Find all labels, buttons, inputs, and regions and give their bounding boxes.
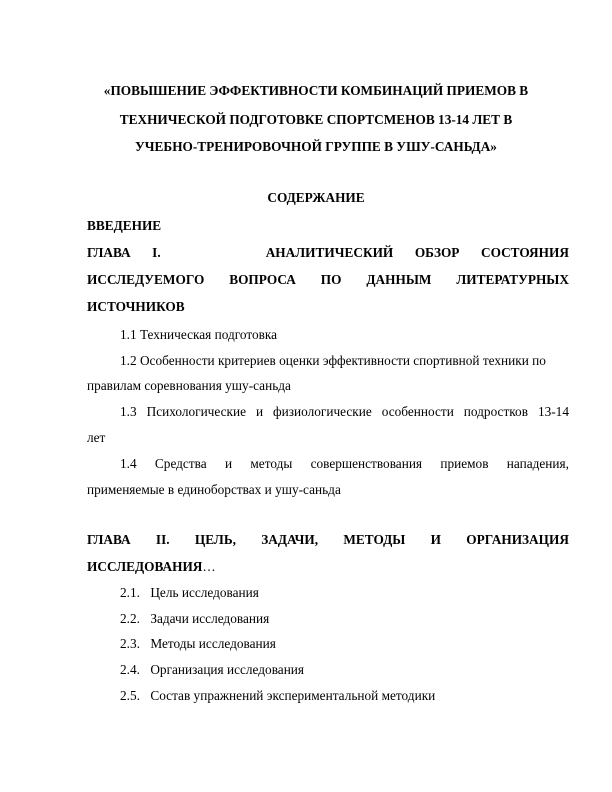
- word: АНАЛИТИЧЕСКИЙ: [265, 245, 394, 260]
- item-number: 2.4.: [120, 662, 140, 677]
- spacer: [182, 245, 244, 261]
- item-text: Организация исследования: [150, 662, 305, 677]
- word: ИССЛЕДОВАНИЯ: [87, 559, 203, 574]
- toc-chapter-2-line-2: [87, 559, 216, 575]
- toc-item-2-5: [120, 688, 435, 704]
- document-title-line-3: УЧЕБНО-ТРЕНИРОВОЧНОЙ ГРУППЕ В УШУ-САНЬДА»: [135, 139, 497, 154]
- ellipsis: …: [202, 559, 216, 574]
- word: ОРГАНИЗАЦИЯ: [466, 532, 569, 547]
- word: ПО: [320, 272, 342, 287]
- word: методы: [250, 456, 293, 471]
- word: приемов: [440, 456, 489, 471]
- item-number: 2.1.: [120, 585, 140, 600]
- toc-chapter-1-line-2: [87, 272, 569, 288]
- word: ДАННЫМ: [366, 272, 432, 287]
- word: ГЛАВА: [87, 245, 131, 260]
- toc-chapter-1-line-1: [87, 245, 569, 261]
- word: ЛИТЕРАТУРНЫХ: [456, 272, 569, 287]
- word: ЗАДАЧИ,: [261, 532, 319, 547]
- toc-introduction: ВВЕДЕНИЕ: [87, 218, 162, 233]
- toc-item-2-3: [120, 636, 276, 652]
- document-title-line-2: ТЕХНИЧЕСКОЙ ПОДГОТОВКЕ СПОРТСМЕНОВ 13-14 ЛЕТ В: [119, 112, 513, 127]
- word: Психологические: [146, 404, 246, 419]
- toc-item-2-1: [120, 585, 259, 601]
- word: 1.4: [120, 456, 137, 471]
- toc-item-1-4-line-2: применяемые в единоборствах и ушу-саньда: [87, 482, 341, 497]
- contents-heading: СОДЕРЖАНИЕ: [267, 190, 365, 205]
- word: И: [430, 532, 441, 547]
- word: I.: [152, 245, 161, 260]
- toc-item-2-4: [120, 662, 304, 678]
- word: подростков: [463, 404, 528, 419]
- item-text: Состав упражнений экспериментальной методики: [150, 688, 436, 703]
- word: ОБЗОР: [414, 245, 460, 260]
- word: ВОПРОСА: [229, 272, 296, 287]
- toc-chapter-2-line-1: [87, 532, 569, 548]
- word: и: [255, 404, 264, 419]
- word: нападения,: [506, 456, 569, 471]
- toc-item-1-3-line-1: [120, 404, 569, 420]
- word: ГЛАВА: [87, 532, 131, 547]
- toc-item-1-4-line-1: [120, 456, 569, 472]
- word: ЦЕЛЬ,: [194, 532, 236, 547]
- word: 13-14: [537, 404, 569, 419]
- word: СОСТОЯНИЯ: [480, 245, 569, 260]
- item-number: 2.3.: [120, 636, 140, 651]
- item-text: Цель исследования: [150, 585, 259, 600]
- toc-item-1-2-line-2: правилам соревнования ушу-саньда: [87, 378, 291, 393]
- toc-item-1-1: 1.1 Техническая подготовка: [120, 327, 278, 342]
- toc-item-1-2-line-1: 1.2 Особенности критериев оценки эффективности спортивной техники по: [120, 353, 546, 368]
- word: 1.3: [120, 404, 137, 419]
- word: физиологические: [273, 404, 372, 419]
- word: МЕТОДЫ: [343, 532, 406, 547]
- document-title-line-1: «ПОВЫШЕНИЕ ЭФФЕКТИВНОСТИ КОМБИНАЦИЙ ПРИЕМОВ В: [103, 83, 529, 98]
- word: и: [224, 456, 233, 471]
- word: Средства: [154, 456, 207, 471]
- item-number: 2.5.: [120, 688, 140, 703]
- word: II.: [155, 532, 170, 547]
- toc-item-2-2: [120, 611, 269, 627]
- toc-item-1-3-line-2: лет: [87, 430, 106, 445]
- item-text: Методы исследования: [150, 636, 276, 651]
- word: совершенствования: [310, 456, 423, 471]
- item-number: 2.2.: [120, 611, 140, 626]
- word: особенности: [381, 404, 454, 419]
- item-text: Задачи исследования: [150, 611, 270, 626]
- word: ИССЛЕДУЕМОГО: [87, 272, 205, 287]
- toc-chapter-1-line-3: ИСТОЧНИКОВ: [87, 299, 185, 314]
